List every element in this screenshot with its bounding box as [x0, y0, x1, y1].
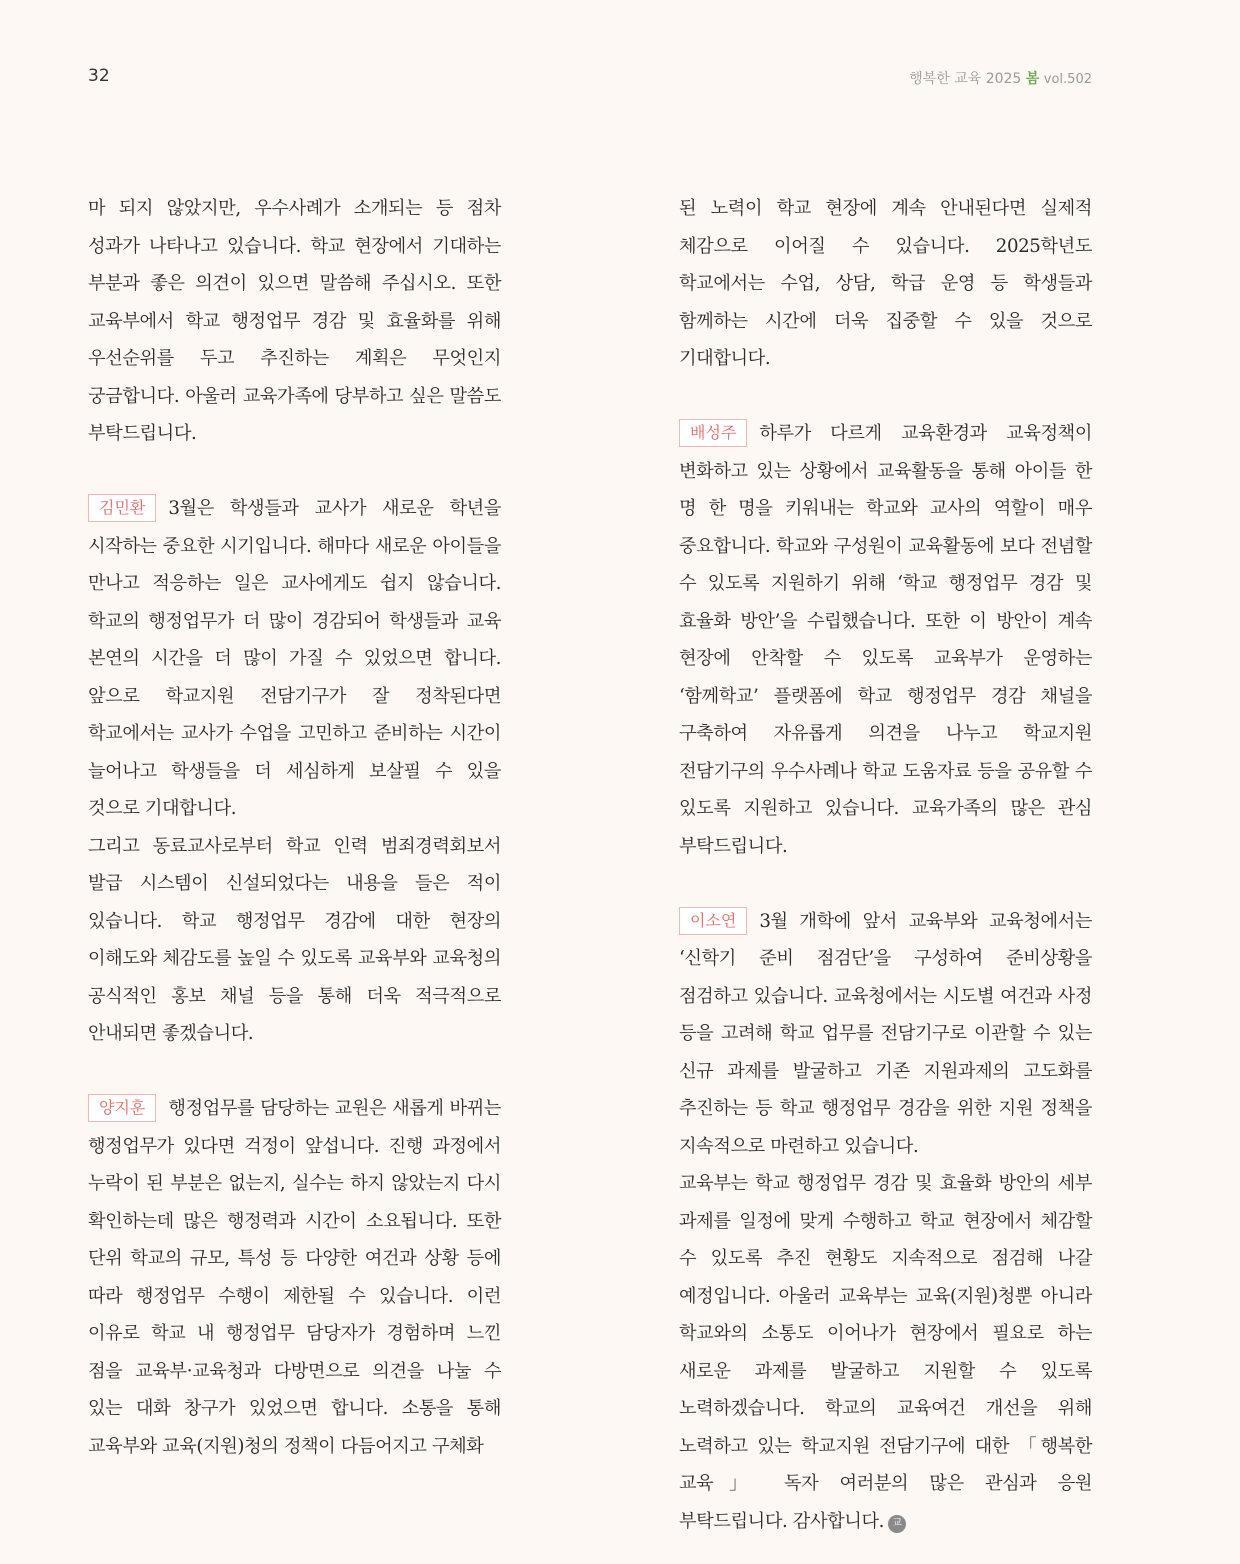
paragraph	[679, 1165, 1092, 1540]
paragraph	[88, 1090, 501, 1465]
end-mark-icon: 교	[888, 1515, 906, 1533]
paragraph	[679, 415, 1092, 865]
paragraph	[88, 490, 501, 828]
paragraph: 그리고 동료교사로부터 학교 인력 범죄경력회보서 발급 시스템이 신설되었다는 내용을 들은 적이 있습니다. 학교 행정업무 경감에 대한 현장의 이해도와 체감도를 높일 수 있도록 교육부와 교육청의 공식적인 홍보 채널 등을 통해 더욱 적극적으로 안내되면 좋겠습니다.	[88, 835, 501, 1044]
paragraph-text: 3월 개학에 앞서 교육부와 교육청에서는 ‘신학기 준비 점검단’을 구성하여 준비상황을 점검하고 있습니다. 교육청에서는 시도별 여건과 사정 등을 고려해 학교 업무를 전담기구로 이관할 수 있는 신규 과제를 발굴하고 기존 지원과제의 고도화를 추진하는 등 학교 행정업무 경감을 위한 지원 정책을 지속적으로 마련하고 있습니다.	[679, 910, 1092, 1157]
volume-label: vol.502	[1043, 72, 1092, 87]
paragraph-text: 행정업무를 담당하는 교원은 새롭게 바뀌는 행정업무가 있다면 걱정이 앞섭니다. 진행 과정에서 누락이 된 부분은 없는지, 실수는 하지 않았는지 다시 확인하는데 많은 행정력과 시간이 소요됩니다. 또한 단위 학교의 규모, 특성 등 다양한 여건과 상황 등에 따라 행정업무 수행이 제한될 수 있습니다. 이런 이유로 학교 내 행정업무 담당자가 경험하며 느낀 점을 교육부·교육청과 다방면으로 의견을 나눌 수 있는 대화 창구가 있었으면 합니다. 소통을 통해 교육부와 교육(지원)청의 정책이 다듬어지고 구체화	[88, 1098, 501, 1457]
running-header	[909, 68, 1092, 88]
paragraph: 마 되지 않았지만, 우수사례가 소개되는 등 점차 성과가 나타나고 있습니다. 학교 현장에서 기대하는 부분과 좋은 의견이 있으면 말씀해 주십시오. 또한 교육부에서 학교 행정업무 경감 및 효율화를 위해 우선순위를 두고 추진하는 계획은 무엇인지 궁금합니다. 아울러 교육가족에 당부하고 싶은 말씀도 부탁드립니다.	[88, 198, 501, 444]
left-column	[88, 190, 501, 1465]
paragraph-text: 하루가 다르게 교육환경과 교육정책이 변화하고 있는 상황에서 교육활동을 통해 아이들 한 명 한 명을 키워내는 학교와 교사의 역할이 매우 중요합니다. 학교와 구성원이 교육활동에 보다 전념할 수 있도록 지원하기 위해 ‘학교 행정업무 경감 및 효율화 방안’을 수립했습니다. 또한 이 방안이 계속 현장에 안착할 수 있도록 교육부가 운영하는 ‘함께학교’ 플랫폼에 학교 행정업무 경감 채널을 구축하여 자유롭게 의견을 나누고 학교지원 전담기구의 우수사례나 학교 도움자료 등을 공유할 수 있도록 지원하고 있습니다. 교육가족의 많은 관심 부탁드립니다.	[679, 423, 1092, 857]
paragraph	[679, 903, 1092, 1166]
speaker-tag: 양지훈	[88, 1094, 156, 1122]
speaker-tag: 김민환	[88, 494, 156, 522]
paragraph: 된 노력이 학교 현장에 계속 안내된다면 실제적 체감으로 이어질 수 있습니다. 2025학년도 학교에서는 수업, 상담, 학급 운영 등 학생들과 함께하는 시간에 더욱 집중할 수 있을 것으로 기대합니다.	[679, 198, 1092, 369]
paragraph-text: 3월은 학생들과 교사가 새로운 학년을 시작하는 중요한 시기입니다. 해마다 새로운 아이들을 만나고 적응하는 일은 교사에게도 쉽지 않습니다. 학교의 행정업무가 더 많이 경감되어 학생들과 교육 본연의 시간을 더 많이 가질 수 있었으면 합니다. 앞으로 학교지원 전담기구가 잘 정착된다면 학교에서는 교사가 수업을 고민하고 준비하는 시간이 늘어나고 학생들을 더 세심하게 보살필 수 있을 것으로 기대합니다.	[88, 498, 501, 819]
magazine-title: 행복한 교육 2025	[909, 71, 1022, 87]
page-number: 32	[88, 66, 110, 86]
speaker-tag: 이소연	[679, 907, 747, 935]
paragraph-text: 교육부는 학교 행정업무 경감 및 효율화 방안의 세부 과제를 일정에 맞게 수행하고 학교 현장에서 체감할 수 있도록 추진 현황도 지속적으로 점검해 나갈 예정입니다. 아울러 교육부는 교육(지원)청뿐 아니라 학교와의 소통도 이어나가 현장에서 필요로 하는 새로운 과제를 발굴하고 지원할 수 있도록 노력하겠습니다. 학교의 교육여건 개선을 위해 노력하고 있는 학교지원 전담기구에 대한 「행복한 교육」 독자 여러분의 많은 관심과 응원 부탁드립니다. 감사합니다.	[679, 1173, 1092, 1532]
right-column	[679, 190, 1092, 1540]
speaker-tag: 배성주	[679, 419, 747, 447]
season-label: 봄	[1025, 71, 1040, 87]
